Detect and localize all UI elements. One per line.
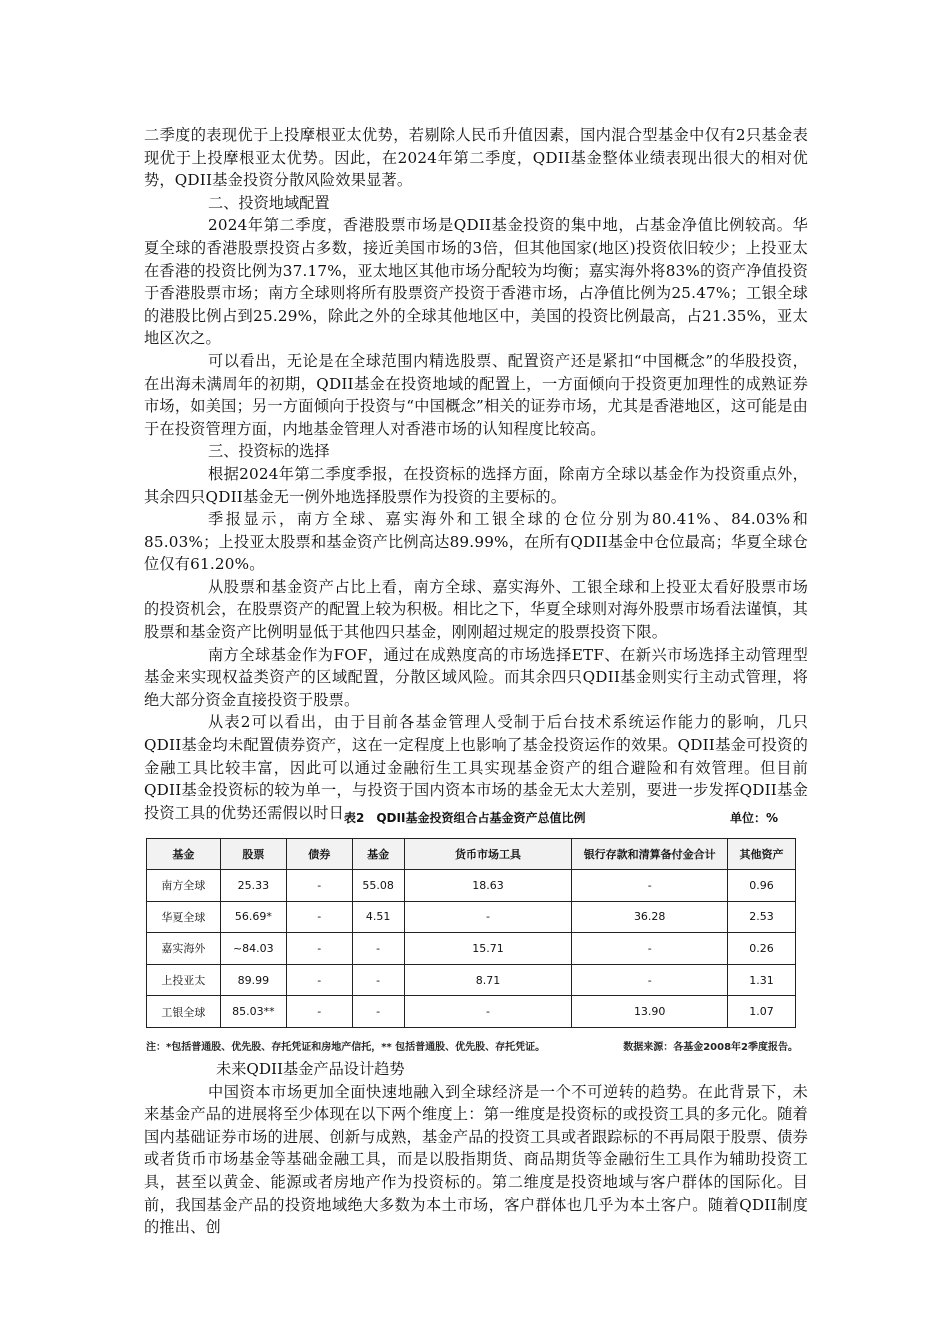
table-cell: 上投亚太 bbox=[147, 964, 221, 996]
table-source: 数据来源：各基金2008年2季度报告。 bbox=[623, 1041, 798, 1053]
qdii-allocation-table bbox=[146, 838, 796, 1028]
table-cell: ~84.03 bbox=[220, 933, 286, 965]
table-cell: 0.96 bbox=[728, 870, 796, 902]
table-cell: 55.08 bbox=[352, 870, 404, 902]
table-cell: 工银全球 bbox=[147, 996, 221, 1028]
section-subtitle: 未来QDII基金产品设计趋势 bbox=[216, 1060, 405, 1078]
table-cell: 2.53 bbox=[728, 901, 796, 933]
header-cell: 股票 bbox=[220, 839, 286, 870]
table-row bbox=[147, 964, 796, 996]
table-cell: 36.28 bbox=[572, 901, 728, 933]
table-cell: 4.51 bbox=[352, 901, 404, 933]
table-caption-row bbox=[144, 806, 808, 828]
table-cell: - bbox=[286, 870, 352, 902]
table-cell: 85.03** bbox=[220, 996, 286, 1028]
table-cell: 15.71 bbox=[404, 933, 572, 965]
table-cell: - bbox=[404, 901, 572, 933]
table-cell: 18.63 bbox=[404, 870, 572, 902]
table-unit: 单位：% bbox=[729, 810, 778, 825]
paragraph-3: 可以看出，无论是在全球范围内精选股票、配置资产还是紧扣“中国概念”的华股投资，在出海未满周年的初期，QDII基金在投资地域的配置上，一方面倾向于投资更加理性的成熟证券市场，如美国；另一方面倾向于投资与“中国概念”相关的证券市场，尤其是香港地区，这可能是由于在投资管理方面，内地基金管理人对香港市场的认知程度比较高。 bbox=[144, 351, 808, 438]
header-cell: 货币市场工具 bbox=[404, 839, 572, 870]
table-cell: - bbox=[352, 933, 404, 965]
table-cell: 56.69* bbox=[220, 901, 286, 933]
table-notes bbox=[144, 1038, 808, 1053]
table-caption: 表2 QDII基金投资组合占基金资产总值比例 bbox=[344, 810, 586, 825]
table-row bbox=[147, 870, 796, 902]
article-part-1 bbox=[144, 124, 808, 824]
table-cell: 0.26 bbox=[728, 933, 796, 965]
table-row bbox=[147, 996, 796, 1028]
header-cell: 基金 bbox=[147, 839, 221, 870]
paragraph-1: 二季度的表现优于上投摩根亚太优势，若剔除人民币升值因素，国内混合型基金中仅有2只基金表现优于上投摩根亚太优势。因此，在2024年第二季度，QDII基金整体业绩表现出很大的相对优势，QDII基金投资分散风险效果显著。 bbox=[144, 126, 808, 190]
table-cell: 1.31 bbox=[728, 964, 796, 996]
table-cell: 嘉实海外 bbox=[147, 933, 221, 965]
paragraph-8: 从表2可以看出，由于目前各基金管理人受制于后台技术系统运作能力的影响，几只QDII基金均未配置债券资产，这在一定程度上也影响了基金投资运作的效果。QDII基金可投资的金融工具比较丰富，因此可以通过金融衍生工具实现基金资产的组合避险和有效管理。但目前QDII基金投资标的较为单一，与投资于国内资本市场的基金无太大差别，要进一步发挥QDII基金投资工具的优势还需假以时日。 bbox=[144, 713, 808, 822]
table-cell: 13.90 bbox=[572, 996, 728, 1028]
header-cell: 银行存款和清算备付金合计 bbox=[572, 839, 728, 870]
table-cell: - bbox=[572, 870, 728, 902]
header-cell: 债券 bbox=[286, 839, 352, 870]
table-header-row bbox=[147, 839, 796, 870]
paragraph-2: 2024年第二季度，香港股票市场是QDII基金投资的集中地，占基金净值比例较高。华夏全球的香港股票投资占多数，接近美国市场的3倍，但其他国家(地区)投资依旧较少；上投亚太在香港的投资比例为37.17%，亚太地区其他市场分配较为均衡；嘉实海外将83%的资产净值投资于香港股票市场；南方全球则将所有股票资产投资于香港市场，占净值比例为25.47%；工银全球的港股比例占到25.29%，除此之外的全球其他地区中，美国的投资比例最高，占21.35%，亚太地区次之。 bbox=[144, 216, 808, 348]
section-heading-3: 三、投资标的选择 bbox=[208, 442, 330, 461]
paragraph-5: 季报显示，南方全球、嘉实海外和工银全球的仓位分别为80.41%、84.03%和85.03%；上投亚太股票和基金资产比例高达89.99%，在所有QDII基金中仓位最高；华夏全球仓位仅有61.20%。 bbox=[144, 510, 808, 574]
table-cell: - bbox=[404, 996, 572, 1028]
table-row bbox=[147, 933, 796, 965]
table-cell: - bbox=[572, 964, 728, 996]
table-footnote: 注：*包括普通股、优先股、存托凭证和房地产信托，** 包括普通股、优先股、存托凭证。 bbox=[146, 1041, 546, 1053]
paragraph-6: 从股票和基金资产占比上看，南方全球、嘉实海外、工银全球和上投亚太看好股票市场的投资机会，在股票资产的配置上较为积极。相比之下，华夏全球则对海外股票市场看法谨慎，其股票和基金资产比例明显低于其他四只基金，刚刚超过规定的股票投资下限。 bbox=[144, 577, 808, 642]
table-cell: 华夏全球 bbox=[147, 901, 221, 933]
table-cell: - bbox=[286, 996, 352, 1028]
paragraph-9: 中国资本市场更加全面快速地融入到全球经济是一个不可逆转的趋势。在此背景下，未来基金产品的进展将至少体现在以下两个维度上：第一维度是投资标的或投资工具的多元化。随着国内基础证券市场的进展、创新与成熟，基金产品的投资工具或者跟踪标的不再局限于股票、债券或者货币市场基金等基础金融工具，而是以股指期货、商品期货等金融衍生工具作为辅助投资工具，甚至以黄金、能源或者房地产作为投资标的。第二维度是投资地域与客户群体的国际化。目前，我国基金产品的投资地域绝大多数为本土市场，客户群体也几乎为本土客户。随着QDII制度的推出、创 bbox=[144, 1082, 808, 1237]
table-cell: 25.33 bbox=[220, 870, 286, 902]
header-cell: 基金 bbox=[352, 839, 404, 870]
paragraph-4: 根据2024年第二季度季报，在投资标的选择方面，除南方全球以基金作为投资重点外，其余四只QDII基金无一例外地选择股票作为投资的主要标的。 bbox=[144, 464, 808, 506]
table-cell: - bbox=[352, 996, 404, 1028]
table-cell: - bbox=[352, 964, 404, 996]
table-cell: 南方全球 bbox=[147, 870, 221, 902]
table-cell: 1.07 bbox=[728, 996, 796, 1028]
article-part-2 bbox=[144, 1058, 808, 1239]
table-figure bbox=[144, 806, 808, 1053]
table-cell: 89.99 bbox=[220, 964, 286, 996]
table-row bbox=[147, 901, 796, 933]
section-heading-2: 二、投资地域配置 bbox=[208, 193, 330, 212]
table-cell: 8.71 bbox=[404, 964, 572, 996]
table-cell: - bbox=[286, 901, 352, 933]
table-cell: - bbox=[286, 933, 352, 965]
paragraph-7: 南方全球基金作为FOF，通过在成熟度高的市场选择ETF、在新兴市场选择主动管理型基金来实现权益类资产的区域配置，分散区域风险。而其余四只QDII基金则实行主动式管理，将绝大部分资金直接投资于股票。 bbox=[144, 645, 808, 709]
table-cell: - bbox=[286, 964, 352, 996]
header-cell: 其他资产 bbox=[728, 839, 796, 870]
table-cell: - bbox=[572, 933, 728, 965]
